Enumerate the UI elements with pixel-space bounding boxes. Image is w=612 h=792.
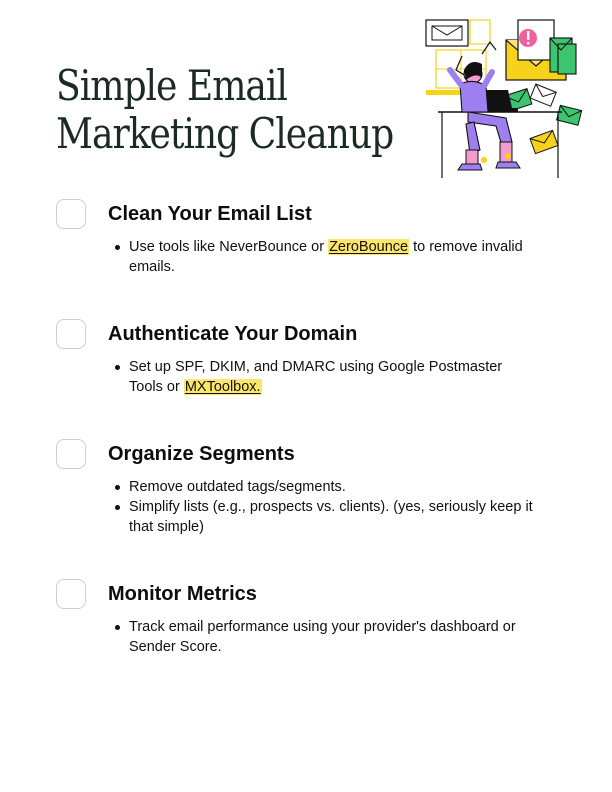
title-line-2: Marketing Cleanup [56,109,394,158]
task-checkbox[interactable] [56,579,86,609]
title-line-1: Simple Email [56,61,287,110]
page-title [56,62,393,158]
task-bullets [108,237,538,277]
task-title: Authenticate Your Domain [108,323,358,345]
bullet-item [108,357,538,397]
task-checkbox[interactable] [56,319,86,349]
person-juggling-emails-illustration [422,14,592,180]
bullet-text: Use tools like NeverBounce or [129,239,329,255]
bullet-item [108,237,538,277]
bullet-text: to remove invalid emails. [129,239,523,275]
task-checkbox[interactable] [56,439,86,469]
bullet-item: Track email performance using your provider's dashboard or Sender Score. [108,617,538,657]
task-title: Clean Your Email List [108,203,312,225]
task-bullets [108,477,538,537]
bullet-item: Remove outdated tags/segments. [108,477,538,497]
task-title: Monitor Metrics [108,583,257,605]
task-checkbox[interactable] [56,199,86,229]
mxtoolbox-link[interactable]: MXToolbox. [184,379,261,395]
bullet-text: Set up SPF, DKIM, and DMARC using Google Postmaster Tools or [129,359,503,395]
task-bullets [108,357,538,397]
task-bullets [108,617,538,657]
zerobounce-link[interactable]: ZeroBounce [329,239,409,255]
bullet-item: Simplify lists (e.g., prospects vs. clients). (yes, seriously keep it that simple) [108,497,538,537]
task-title: Organize Segments [108,443,295,465]
